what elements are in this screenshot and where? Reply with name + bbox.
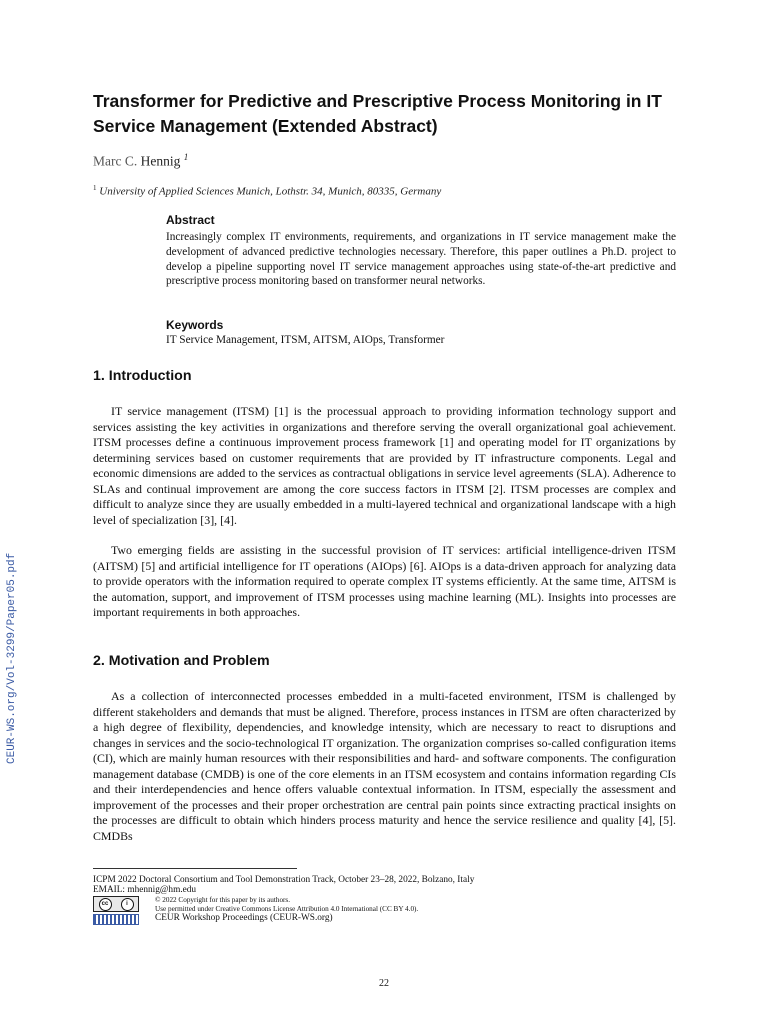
- footnote-copyright: © 2022 Copyright for this paper by its authors.: [155, 896, 291, 904]
- section-heading-motivation: 2. Motivation and Problem: [93, 653, 270, 669]
- side-identifier: CEUR-WS.org/Vol-3299/Paper05.pdf: [6, 552, 18, 764]
- footnote-ceur: CEUR Workshop Proceedings (CEUR-WS.org): [155, 913, 333, 923]
- author-affiliation-mark: 1: [183, 152, 189, 162]
- keywords-heading: Keywords: [166, 318, 224, 332]
- author-family-name: Hennig: [140, 153, 181, 169]
- author-line: [93, 152, 188, 170]
- body-paragraph: As a collection of interconnected processes embedded in a multi-faceted environment, ITSM is challenged by different stakeholders and demands that must be aligned. Therefore, process instances in ITSM are often characterized by a high degree of flexibility, dependencies, and knowledge intensity, which are necessary to react to disruptions and changes in services and the socio-technological IT organization. The organization comprises so-called configuration items (CI), which are mainly human resources with their responsibilities and hard- and software components. The configuration management database (CMDB) is one of the core elements in an ITSM ecosystem and contains information regarding CIs and their interdependencies and hence offers valuable contextual information. In ITSM, especially the assessment and improvement of the processes and their proper orchestration are central pain points since extracting practical insights on the processes are difficult to obtain which hinders process maturity and hence the service resilience and quality [4], [5]. CMDBs: [93, 689, 676, 843]
- affiliation-text: University of Applied Sciences Munich, Lothstr. 34, Munich, 80335, Germany: [99, 185, 442, 198]
- abstract-heading: Abstract: [166, 213, 215, 227]
- cc-icon: cc: [99, 898, 112, 911]
- footnote-conference: ICPM 2022 Doctoral Consortium and Tool Demonstration Track, October 23–28, 2022, Bolzano, Italy: [93, 875, 475, 885]
- keywords-text: IT Service Management, ITSM, AITSM, AIOps, Transformer: [166, 334, 445, 346]
- affiliation-mark: 1: [93, 184, 97, 192]
- ceur-workshop-logo-icon: [93, 914, 139, 925]
- section-heading-introduction: 1. Introduction: [93, 368, 192, 384]
- body-paragraph: Two emerging fields are assisting in the successful provision of IT services: artificial intelligence-driven ITSM (AITSM) [5] and artificial intelligence for IT operations (AIOps) [6]. AIOps is a data-driven approach for analyzing data to provide operators with the information required to operate complex IT systems efficiently. At the same time, AITSM is the automation, support, and improvement of ITSM processes using machine learning (ML). Insights into processes are important requirements in both approaches.: [93, 543, 676, 619]
- by-icon: i: [121, 898, 134, 911]
- footnote-divider: [93, 868, 297, 869]
- body-paragraph: IT service management (ITSM) [1] is the processual approach to providing information technology support and services assisting the key activities in organizations and therefore serving the overall organizational goal achievement. ITSM processes define a continuous improvement process framework [1] and operating model for IT organizations by determining services based on customer requirements that are provided by IT infrastructure components. Legal and economic dimensions are added to the services as contractual obligations in service level agreements (SLA). Adherence to SLAs and continual improvement are among the core success factors in ITSM [2]. ITSM processes are complex and difficult to analyze since they are usually embedded in a multi-layered technical and organizational landscape with a high level of specialization [3], [4].: [93, 404, 676, 527]
- footnote-email: EMAIL: mhennig@hm.edu: [93, 885, 197, 895]
- footnote-license: Use permitted under Creative Commons License Attribution 4.0 International (CC BY 4.0).: [155, 905, 419, 913]
- paper-title: Transformer for Predictive and Prescriptive Process Monitoring in IT Service Management (Extended Abstract): [93, 91, 662, 136]
- affiliation-line: [93, 184, 441, 198]
- abstract-text: Increasingly complex IT environments, requirements, and organizations in IT service management make the development of advanced predictive technologies necessary. Therefore, this paper outlines a Ph.D. project to develop a pipeline supporting novel IT service management approaches using state-of-the-art predictive and prescriptive process monitoring based on transformer neural networks.: [166, 231, 676, 288]
- cc-by-license-icon: [93, 896, 139, 912]
- author-given-name: Marc C.: [93, 153, 138, 169]
- page-number: 22: [379, 978, 389, 989]
